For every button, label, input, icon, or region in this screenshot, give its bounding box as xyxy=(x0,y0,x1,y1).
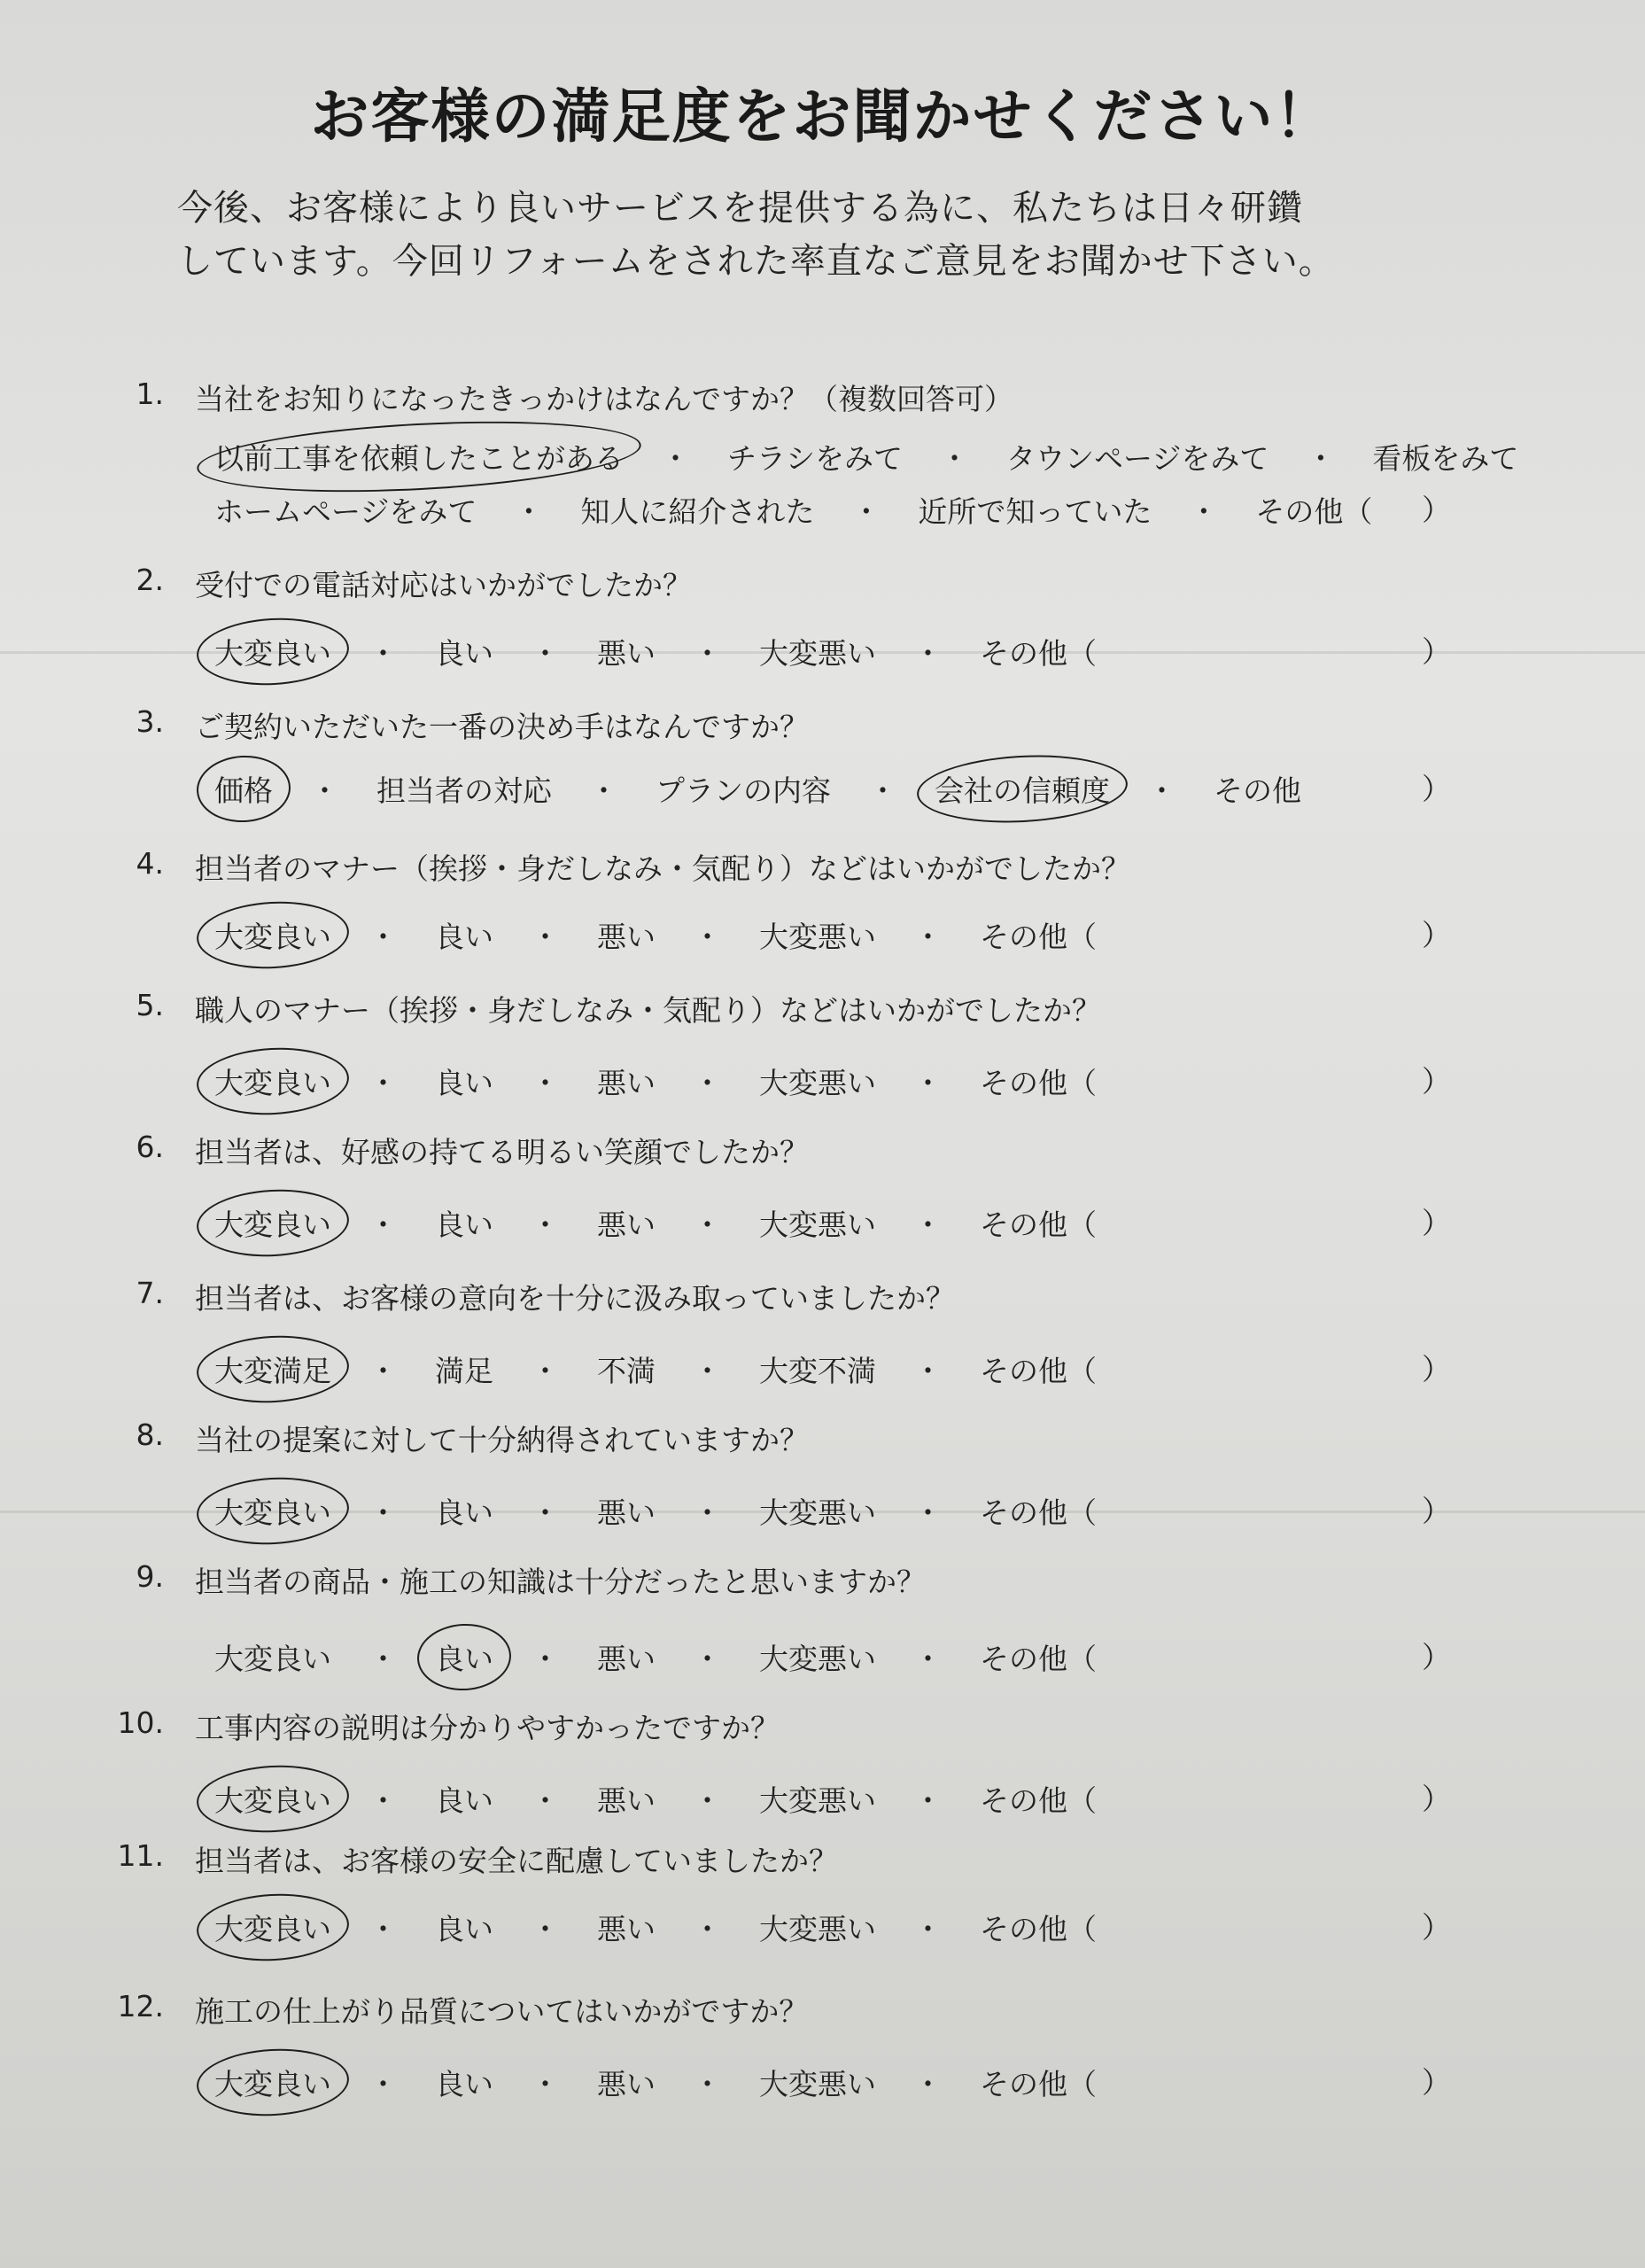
question-6 xyxy=(0,1130,1645,1298)
option-separator: ・ xyxy=(913,1208,943,1242)
answer-options xyxy=(202,1776,1109,1821)
other-close-paren: ） xyxy=(1422,918,1451,952)
answer-option[interactable]: 大変悪い xyxy=(759,2067,876,2101)
question-text: 担当者は、好感の持てる明るい笑顔でしたか？ xyxy=(195,1135,809,1169)
question-number: 3. xyxy=(136,704,164,739)
option-separator: ・ xyxy=(369,1783,398,1818)
option-separator: ・ xyxy=(693,1354,722,1388)
answer-option[interactable]: 大変悪い xyxy=(759,1066,876,1100)
answer-option[interactable]: 大変悪い xyxy=(759,1783,876,1818)
option-separator: ・ xyxy=(531,1783,560,1818)
answer-option-selected[interactable]: 会社の信頼度 xyxy=(922,766,1122,812)
answer-option[interactable]: タウンページをみて xyxy=(1006,441,1269,476)
question-number: 4. xyxy=(136,846,164,881)
question-number: 1. xyxy=(136,377,164,411)
answer-option-selected[interactable]: 価格 xyxy=(202,766,285,812)
answer-option-selected[interactable]: 良い xyxy=(423,1635,506,1680)
answer-option[interactable]: 近所で知っていた xyxy=(918,494,1152,529)
answer-option[interactable]: 悪い xyxy=(597,1912,656,1946)
answer-option[interactable]: 大変良い xyxy=(214,1642,331,1676)
option-separator: ・ xyxy=(693,1642,722,1676)
answer-option-selected[interactable]: 大変良い xyxy=(202,1905,344,1950)
option-separator: ・ xyxy=(369,2067,398,2101)
answer-option-selected[interactable]: 大変満足 xyxy=(202,1347,344,1392)
option-separator: ・ xyxy=(661,441,690,476)
answer-options xyxy=(202,487,1385,532)
option-separator: ・ xyxy=(369,1208,398,1242)
answer-option[interactable]: その他（ xyxy=(980,1066,1097,1100)
answer-option[interactable]: その他（ xyxy=(980,2067,1097,2101)
other-close-paren: ） xyxy=(1422,1206,1451,1240)
answer-option[interactable]: その他（ xyxy=(980,1208,1097,1242)
option-separator: ・ xyxy=(913,920,943,954)
answer-option[interactable]: 良い xyxy=(435,920,493,954)
question-text: 施工の仕上がり品質についてはいかがですか？ xyxy=(195,1994,809,2029)
answer-option[interactable]: 看板をみて xyxy=(1372,441,1519,476)
answer-option[interactable]: 良い xyxy=(435,636,493,671)
option-separator: ・ xyxy=(913,1783,943,1818)
answer-option[interactable]: 大変悪い xyxy=(759,1912,876,1946)
answer-option-selected[interactable]: 大変良い xyxy=(202,1488,344,1534)
question-1 xyxy=(0,377,1645,545)
answer-option[interactable]: 大変悪い xyxy=(759,1208,876,1242)
question-number: 2. xyxy=(136,563,164,597)
option-separator: ・ xyxy=(531,2067,560,2101)
answer-options xyxy=(202,2060,1109,2105)
answer-option[interactable]: ホームページをみて xyxy=(214,494,477,529)
question-text: 職人のマナー（挨拶・身だしなみ・気配り）などはいかがでしたか？ xyxy=(195,993,1101,1028)
answer-option[interactable]: その他（ xyxy=(1255,494,1373,529)
answer-option[interactable]: 大変悪い xyxy=(759,636,876,671)
option-separator: ・ xyxy=(693,1066,722,1100)
survey-title: お客様の満足度をお聞かせください！ xyxy=(310,82,1335,151)
other-close-paren: ） xyxy=(1422,1352,1451,1386)
question-text: 担当者は、お客様の意向を十分に汲み取っていましたか？ xyxy=(195,1281,955,1316)
answer-option-selected[interactable]: 以前工事を依頼したことがある xyxy=(202,434,636,479)
option-separator: ・ xyxy=(369,1642,398,1676)
option-separator: ・ xyxy=(369,1354,398,1388)
answer-options xyxy=(202,766,1314,812)
question-number: 10. xyxy=(117,1705,164,1740)
option-separator: ・ xyxy=(693,1783,722,1818)
answer-option-selected[interactable]: 大変良い xyxy=(202,913,344,958)
other-close-paren: ） xyxy=(1422,493,1451,527)
answer-option[interactable]: 満足 xyxy=(435,1354,493,1388)
answer-option[interactable]: 良い xyxy=(435,1208,493,1242)
answer-option[interactable]: 良い xyxy=(435,2067,493,2101)
answer-options xyxy=(202,913,1109,958)
answer-option[interactable]: 良い xyxy=(435,1495,493,1530)
other-close-paren: ） xyxy=(1422,1910,1451,1945)
question-text: 受付での電話対応はいかがでしたか？ xyxy=(195,568,692,602)
option-separator: ・ xyxy=(531,1066,560,1100)
option-separator: ・ xyxy=(531,1495,560,1530)
answer-option-selected[interactable]: 大変良い xyxy=(202,1059,344,1104)
option-separator: ・ xyxy=(913,1912,943,1946)
answer-options xyxy=(202,1905,1109,1950)
answer-options xyxy=(202,1200,1109,1246)
option-separator: ・ xyxy=(913,2067,943,2101)
option-separator: ・ xyxy=(693,1495,722,1530)
answer-option[interactable]: 悪い xyxy=(597,1495,656,1530)
other-close-paren: ） xyxy=(1422,772,1451,806)
option-separator: ・ xyxy=(514,494,544,529)
other-close-paren: ） xyxy=(1422,1494,1451,1528)
answer-option[interactable]: その他（ xyxy=(980,636,1097,671)
option-separator: ・ xyxy=(369,1912,398,1946)
answer-option[interactable]: プランの内容 xyxy=(656,773,831,808)
answer-option[interactable]: 担当者の対応 xyxy=(376,773,552,808)
option-separator: ・ xyxy=(693,1208,722,1242)
option-separator: ・ xyxy=(310,773,339,808)
answer-option[interactable]: 大変悪い xyxy=(759,1495,876,1530)
answer-option[interactable]: その他（ xyxy=(980,1642,1097,1676)
question-number: 11. xyxy=(117,1838,164,1873)
answer-option[interactable]: 悪い xyxy=(597,2067,656,2101)
answer-option-selected[interactable]: 大変良い xyxy=(202,2060,344,2105)
option-separator: ・ xyxy=(851,494,881,529)
option-separator: ・ xyxy=(940,441,969,476)
answer-option-selected[interactable]: 大変良い xyxy=(202,1200,344,1246)
option-separator: ・ xyxy=(531,1208,560,1242)
answer-option[interactable]: 良い xyxy=(435,1066,493,1100)
option-separator: ・ xyxy=(369,636,398,671)
option-separator: ・ xyxy=(913,1354,943,1388)
question-11 xyxy=(0,1838,1645,2007)
answer-option[interactable]: 悪い xyxy=(597,636,656,671)
question-text: 担当者のマナー（挨拶・身だしなみ・気配り）などはいかがでしたか？ xyxy=(195,851,1130,886)
option-separator: ・ xyxy=(868,773,897,808)
question-number: 7. xyxy=(136,1276,164,1310)
question-number: 5. xyxy=(136,988,164,1022)
answer-option[interactable]: 良い xyxy=(435,1912,493,1946)
question-text: 工事内容の説明は分かりやすかったですか？ xyxy=(195,1711,780,1745)
answer-option[interactable]: 悪い xyxy=(597,1783,656,1818)
answer-option[interactable]: 大変悪い xyxy=(759,1642,876,1676)
option-separator: ・ xyxy=(531,1354,560,1388)
question-text: 担当者の商品・施工の知識は十分だったと思いますか？ xyxy=(195,1565,926,1599)
other-close-paren: ） xyxy=(1422,2065,1451,2100)
answer-option[interactable]: チラシをみて xyxy=(727,441,903,476)
answer-options xyxy=(202,1488,1109,1534)
other-close-paren: ） xyxy=(1422,1064,1451,1099)
intro-line: しています。今回リフォームをされた率直なご意見をお聞かせ下さい。 xyxy=(177,241,1335,282)
question-number: 6. xyxy=(136,1130,164,1164)
answer-option[interactable]: その他（ xyxy=(980,1783,1097,1818)
intro-text xyxy=(177,182,1506,288)
answer-option[interactable]: 知人に紹介された xyxy=(580,494,815,529)
answer-options xyxy=(202,629,1109,674)
other-close-paren: ） xyxy=(1422,1640,1451,1674)
answer-option[interactable]: 悪い xyxy=(597,1208,656,1242)
option-separator: ・ xyxy=(913,636,943,671)
answer-option-selected[interactable]: 大変良い xyxy=(202,629,344,674)
option-separator: ・ xyxy=(531,636,560,671)
option-separator: ・ xyxy=(369,920,398,954)
question-text: ご契約いただいた一番の決め手はなんですか？ xyxy=(195,710,809,744)
question-text: 担当者は、お客様の安全に配慮していましたか？ xyxy=(195,1844,838,1878)
option-separator: ・ xyxy=(693,1912,722,1946)
option-separator: ・ xyxy=(1147,773,1176,808)
answer-option[interactable]: 悪い xyxy=(597,920,656,954)
answer-option[interactable]: その他 xyxy=(1214,773,1301,808)
question-number: 8. xyxy=(136,1418,164,1452)
option-separator: ・ xyxy=(369,1495,398,1530)
answer-option[interactable]: 大変不満 xyxy=(759,1354,876,1388)
other-close-paren: ） xyxy=(1422,634,1451,669)
answer-option[interactable]: その他（ xyxy=(980,1495,1097,1530)
option-separator: ・ xyxy=(531,1642,560,1676)
question-text: 当社をお知りになったきっかけはなんですか？（複数回答可） xyxy=(195,382,1013,416)
question-number: 9. xyxy=(136,1559,164,1594)
answer-option-selected[interactable]: 大変良い xyxy=(202,1776,344,1821)
option-separator: ・ xyxy=(913,1066,943,1100)
other-close-paren: ） xyxy=(1422,1782,1451,1816)
answer-option[interactable]: 悪い xyxy=(597,1642,656,1676)
answer-option[interactable]: その他（ xyxy=(980,1912,1097,1946)
option-separator: ・ xyxy=(369,1066,398,1100)
option-separator: ・ xyxy=(693,2067,722,2101)
answer-option[interactable]: 悪い xyxy=(597,1066,656,1100)
answer-options xyxy=(202,1059,1109,1104)
option-separator: ・ xyxy=(913,1495,943,1530)
answer-options xyxy=(202,1635,1109,1680)
option-separator: ・ xyxy=(531,1912,560,1946)
option-separator: ・ xyxy=(531,920,560,954)
answer-option[interactable]: 大変悪い xyxy=(759,920,876,954)
answer-option[interactable]: 良い xyxy=(435,1783,493,1818)
option-separator: ・ xyxy=(693,636,722,671)
option-separator: ・ xyxy=(589,773,618,808)
option-separator: ・ xyxy=(1189,494,1219,529)
option-separator: ・ xyxy=(913,1642,943,1676)
option-separator: ・ xyxy=(693,920,722,954)
answer-options xyxy=(202,1347,1109,1392)
answer-option[interactable]: その他（ xyxy=(980,1354,1097,1388)
question-number: 12. xyxy=(117,1989,164,2023)
question-text: 当社の提案に対して十分納得されていますか？ xyxy=(195,1423,809,1457)
answer-option[interactable]: その他（ xyxy=(980,920,1097,954)
option-separator: ・ xyxy=(1306,441,1336,476)
question-12 xyxy=(0,1989,1645,2157)
answer-options xyxy=(202,434,1531,479)
question-9 xyxy=(0,1559,1645,1728)
answer-option[interactable]: 不満 xyxy=(597,1354,656,1388)
intro-line: 今後、お客様により良いサービスを提供する為に、私たちは日々研鑽 xyxy=(177,188,1303,229)
